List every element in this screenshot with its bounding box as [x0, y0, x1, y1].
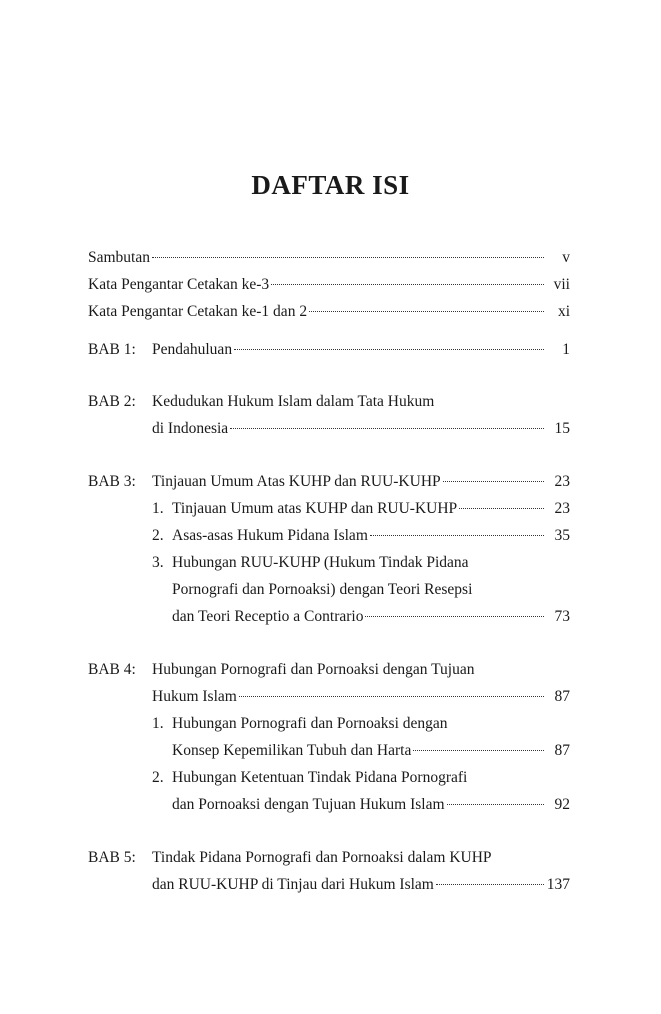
dot-leader [365, 616, 544, 617]
chapter-code-1: BAB 1: [88, 341, 136, 358]
toc-entry-label: di Indonesia [152, 420, 229, 437]
chapter-code-4: BAB 4: [88, 661, 136, 678]
dot-leader [447, 804, 544, 805]
toc-entry-label: Kata Pengantar Cetakan ke-1 dan 2 [88, 303, 308, 320]
dot-leader [230, 428, 544, 429]
toc-subentry-3-3-line2[interactable]: Pornografi dan Pornoaksi) dengan Teori Resepsi [172, 581, 473, 598]
toc-entry-bab3[interactable] [152, 470, 570, 494]
toc-entry-page: 137 [546, 876, 570, 893]
toc-entry-pengantar-3[interactable] [88, 273, 570, 297]
chapter-code-5: BAB 5: [88, 849, 136, 866]
dot-leader [370, 535, 544, 536]
toc-entry-bab5[interactable] [152, 873, 570, 897]
toc-entry-label: dan Teori Receptio a Contrario [172, 608, 364, 625]
toc-entry-bab2-line1[interactable]: Kedudukan Hukum Islam dalam Tata Hukum [152, 393, 435, 410]
dot-leader [459, 508, 544, 509]
toc-subentry-4-2-line1[interactable]: Hubungan Ketentuan Tindak Pidana Pornografi [172, 769, 468, 786]
toc-entry-page: xi [557, 303, 570, 320]
toc-entry-label: Asas-asas Hukum Pidana Islam [172, 527, 368, 544]
toc-entry-page: 1 [562, 341, 570, 358]
toc-entry-bab2[interactable] [152, 417, 570, 441]
toc-entry-bab5-line1[interactable]: Tindak Pidana Pornografi dan Pornoaksi dalam KUHP [152, 849, 492, 866]
toc-subentry-4-2[interactable] [172, 793, 570, 817]
page-title: DAFTAR ISI [251, 170, 410, 200]
toc-subentry-3-3-line1[interactable]: Hubungan RUU-KUHP (Hukum Tindak Pidana [172, 554, 469, 571]
toc-entry-label: Pendahuluan [152, 341, 233, 358]
toc-entry-label: dan Pornoaksi dengan Tujuan Hukum Islam [172, 796, 445, 813]
toc-entry-page: 73 [554, 608, 570, 625]
subentry-number: 1. [152, 715, 164, 732]
subentry-number: 1. [152, 500, 164, 517]
toc-subentry-3-1[interactable] [172, 497, 570, 521]
subentry-number: 3. [152, 554, 164, 571]
subentry-number: 2. [152, 527, 164, 544]
toc-entry-label: Sambutan [88, 249, 150, 266]
toc-entry-page: 87 [554, 742, 570, 759]
dot-leader [271, 284, 544, 285]
toc-entry-pengantar-1-2[interactable] [88, 300, 570, 324]
toc-entry-bab1[interactable] [152, 338, 570, 362]
toc-entry-page: 87 [554, 688, 570, 705]
toc-entry-page: 15 [554, 420, 570, 437]
dot-leader [443, 481, 544, 482]
toc-entry-page: 23 [554, 500, 570, 517]
dot-leader [413, 750, 544, 751]
toc-subentry-4-1-line1[interactable]: Hubungan Pornografi dan Pornoaksi dengan [172, 715, 448, 732]
toc-entry-bab4[interactable] [152, 685, 570, 709]
toc-entry-label: Hukum Islam [152, 688, 237, 705]
dot-leader [239, 696, 544, 697]
toc-entry-label: Tinjauan Umum Atas KUHP dan RUU-KUHP [152, 473, 441, 490]
toc-entry-page: v [562, 249, 570, 266]
toc-entry-bab4-line1[interactable]: Hubungan Pornografi dan Pornoaksi dengan Tujuan [152, 661, 475, 678]
subentry-number: 2. [152, 769, 164, 786]
chapter-code-3: BAB 3: [88, 473, 136, 490]
toc-subentry-3-2[interactable] [172, 524, 570, 548]
chapter-code-2: BAB 2: [88, 393, 136, 410]
toc-entry-page: 35 [554, 527, 570, 544]
toc-entry-sambutan[interactable] [88, 246, 570, 270]
toc-subentry-4-1[interactable] [172, 739, 570, 763]
toc-entry-page: vii [553, 276, 570, 293]
toc-entry-label: Konsep Kepemilikan Tubuh dan Harta [172, 742, 412, 759]
toc-entry-label: Kata Pengantar Cetakan ke-3 [88, 276, 270, 293]
dot-leader [309, 311, 544, 312]
toc-entry-label: dan RUU-KUHP di Tinjau dari Hukum Islam [152, 876, 434, 893]
dot-leader [234, 349, 544, 350]
toc-entry-label: Tinjauan Umum atas KUHP dan RUU-KUHP [172, 500, 458, 517]
toc-subentry-3-3[interactable] [172, 605, 570, 629]
toc-entry-page: 92 [554, 796, 570, 813]
dot-leader [436, 884, 544, 885]
toc-entry-page: 23 [554, 473, 570, 490]
dot-leader [152, 257, 544, 258]
